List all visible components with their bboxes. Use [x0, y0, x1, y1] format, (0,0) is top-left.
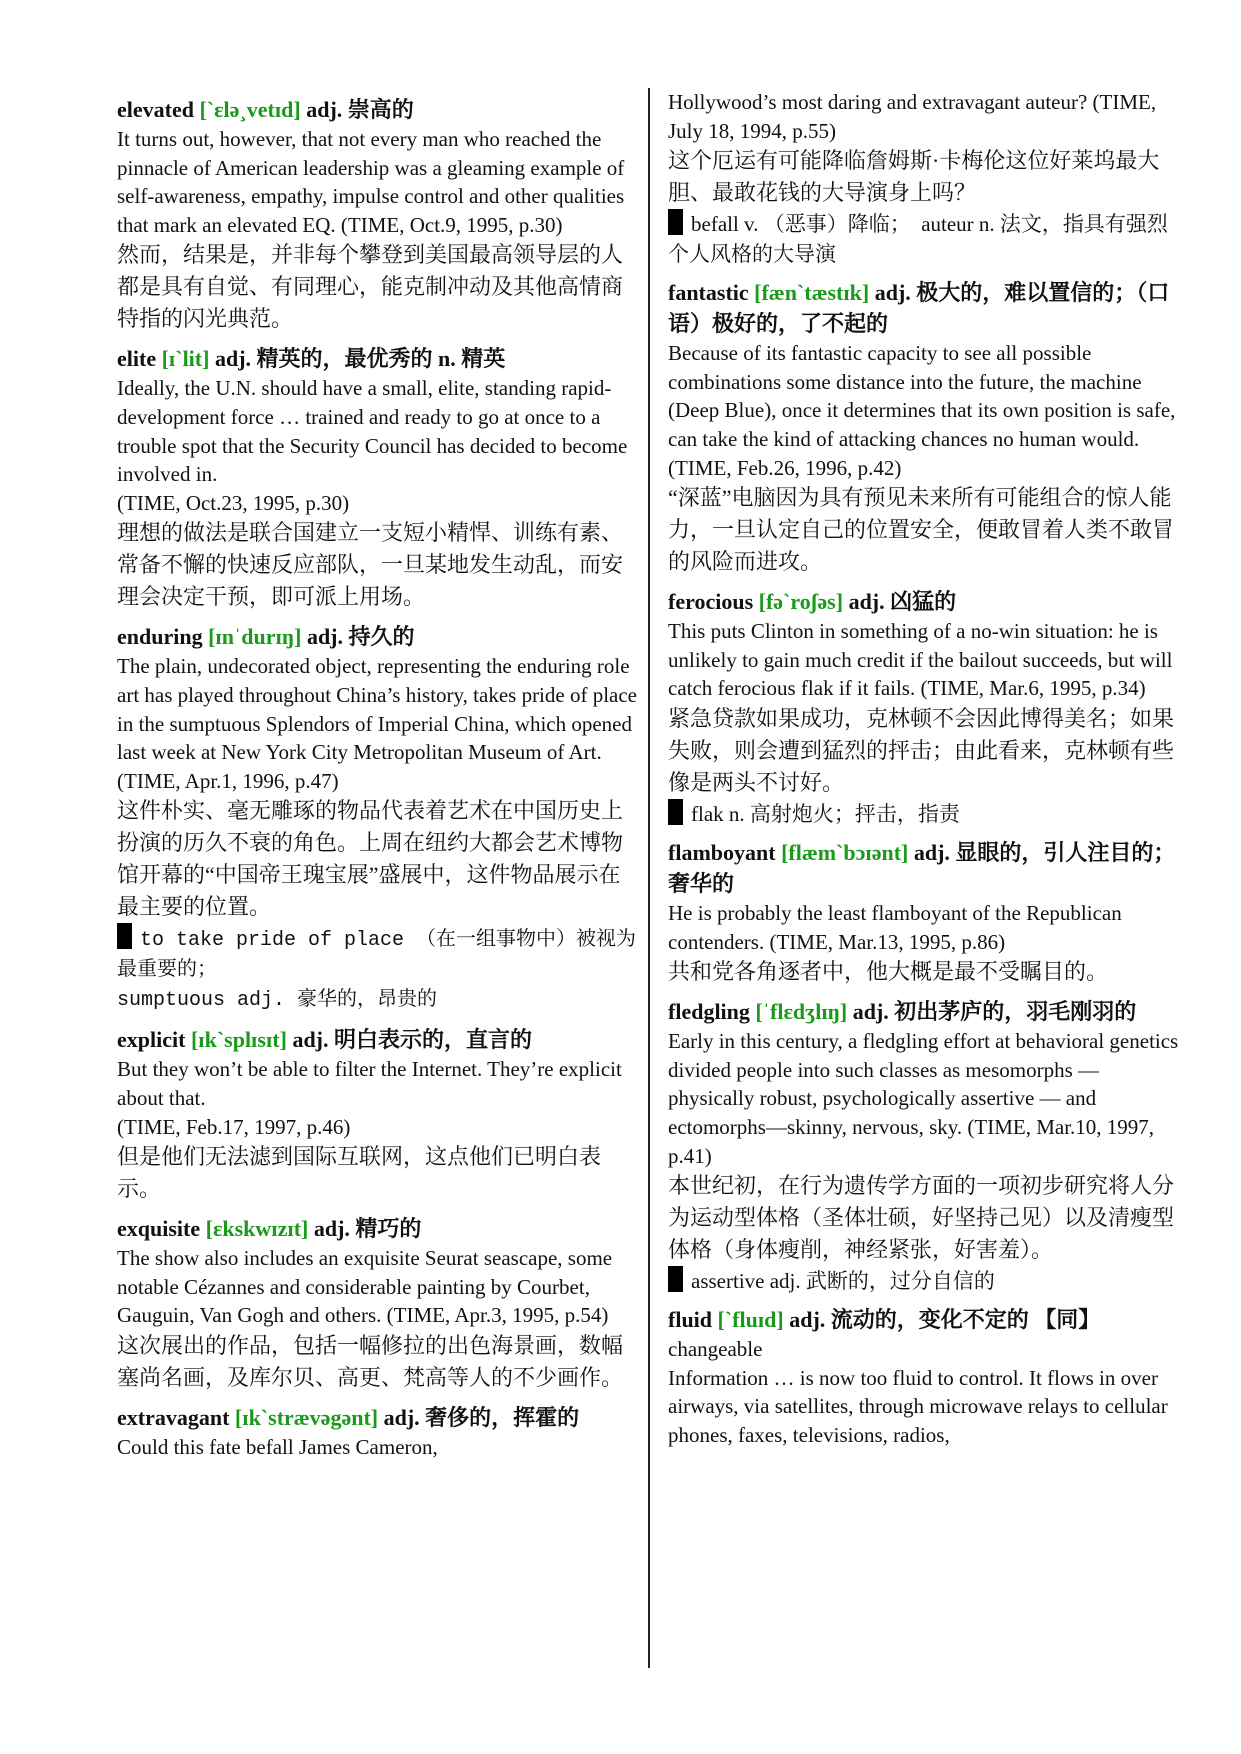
example-english: Hollywood’s most daring and extravagant auteur? (TIME, July 18, 1994, p.55)	[668, 90, 1157, 143]
vocab-note-text: sumptuous adj. 豪华的，昂贵的	[117, 989, 438, 1013]
part-of-speech: adj. 奢侈的，挥霍的	[383, 1404, 580, 1430]
example-chinese: 共和党各角逐者中，他大概是最不受瞩目的。	[668, 959, 1109, 985]
headword: elite	[117, 346, 157, 372]
headword: extravagant	[117, 1404, 230, 1430]
part-of-speech: adj. 明白表示的，直言的	[292, 1027, 532, 1053]
example-english: Early in this century, a fledgling effort at behavioral genetics divided people into such classes as mesomorphs — physically robust, psychologically assertive — and ectomorphs—skinny, nervous, sky. (TIME, Mar.10, 1997, p.41)	[668, 1029, 1179, 1168]
vocab-note	[117, 923, 637, 986]
entry-heading	[668, 586, 1188, 617]
part-of-speech: adj. 精巧的	[313, 1216, 422, 1242]
example-chinese: 但是他们无法滤到国际互联网，这点他们已明白表示。	[117, 1144, 602, 1202]
example-english: But they won’t be able to filter the Internet. They’re explicit about that.	[117, 1057, 622, 1110]
entry-heading	[117, 1402, 637, 1433]
entry-heading	[117, 1024, 637, 1055]
entry-heading	[668, 277, 1188, 339]
part-of-speech: adj. 极大的，难以置信的；（口语）极好的，了不起的	[668, 280, 1170, 337]
entry-heading	[117, 1213, 637, 1244]
column-divider	[648, 88, 650, 1668]
left-column	[117, 88, 637, 1461]
example-english: Could this fate befall James Cameron,	[117, 1434, 438, 1459]
entry-heading	[668, 1304, 1188, 1335]
example-english: This puts Clinton in something of a no-win situation: he is unlikely to gain much credit if the bailout succeeds, but will catch ferocious flak if it fails. (TIME, Mar.6, 1995, p.34)	[668, 619, 1173, 701]
vocab-note-text: to take pride of place （在一组事物中）被视为最重要的；	[117, 929, 637, 983]
headword: fledgling	[668, 999, 750, 1025]
part-of-speech: adj. 显眼的，引人注目的；奢华的	[668, 839, 1176, 896]
entry-heading	[117, 621, 637, 652]
pronunciation: [`ɛlə¸vetɪd]	[199, 97, 301, 122]
part-of-speech: adj. 精英的，最优秀的 n. 精英	[214, 346, 506, 372]
example-english: Information … is now too fluid to control. It flows in over airways, via satellites, through microwave relays to cellular phones, faxes, televisions, radios,	[668, 1365, 1168, 1447]
example-chinese: 这次展出的作品，包括一幅修拉的出色海景画，数幅塞尚名画，及库尔贝、高更、梵高等人的不少画作。	[117, 1332, 624, 1390]
example-chinese: 这个厄运有可能降临詹姆斯·卡梅伦这位好莱坞最大胆、最敢花钱的大导演身上吗？	[668, 148, 1160, 206]
pronunciation: [fænˋtæstɪk]	[754, 280, 870, 306]
headword: fantastic	[668, 280, 749, 306]
pronunciation: [ɛkskwɪzɪt]	[205, 1216, 309, 1242]
example-chinese: 这件朴实、毫无雕琢的物品代表着艺术在中国历史上扮演的历久不衰的角色。上周在纽约大都会艺术博物馆开幕的“中国帝王瑰宝展”盛展中，这件物品展示在最主要的位置。	[117, 798, 624, 920]
pronunciation: [ˋfluɪd]	[717, 1307, 784, 1333]
right-column	[668, 88, 1188, 1449]
part-of-speech: adj. 持久的	[306, 624, 415, 650]
example-english: He is probably the least flamboyant of the Republican contenders. (TIME, Mar.13, 1995, p.86)	[668, 900, 1122, 954]
headword: exquisite	[117, 1216, 201, 1242]
pronunciation: [fəˋroʃəs]	[758, 589, 844, 615]
headword: ferocious	[668, 589, 754, 615]
example-chinese: 本世纪初，在行为遗传学方面的一项初步研究将人分为运动型体格（圣体壮硕，好坚持己见）以及清瘦型体格（身体瘦削，神经紧张，好害羞）。	[668, 1173, 1175, 1263]
vocab-note	[668, 1266, 1188, 1296]
example-chinese: 然而，结果是，并非每个攀登到美国最高领导层的人都是具有自觉、有同理心，能克制冲动及其他高情商特指的闪光典范。	[117, 242, 624, 332]
entry-heading	[668, 996, 1188, 1027]
headword: explicit	[117, 1027, 186, 1053]
example-citation: (TIME, Oct.23, 1995, p.30)	[117, 490, 350, 515]
pronunciation: [ɪˋlit]	[161, 346, 210, 372]
headword: fluid	[668, 1307, 713, 1333]
pronunciation: [ɪnˈdurɪŋ]	[208, 624, 302, 650]
example-english: The plain, undecorated object, representing the enduring role art has played throughout China’s history, takes pride of place in the sumptuous Splendors of Imperial China, which opened last week at New York City Metropolitan Museum of Art. (TIME, Apr.1, 1996, p.47)	[117, 654, 638, 793]
example-english: The show also includes an exquisite Seurat seascape, some notable Cézannes and considerable painting by Courbet, Gauguin, Van Gogh and others. (TIME, Apr.3, 1995, p.54)	[117, 1246, 613, 1328]
headword: enduring	[117, 624, 203, 650]
vocab-note-text: befall v. （恶事）降临； auteur n. 法文，指具有强烈个人风格的大导演	[668, 212, 1168, 267]
example-chinese: “深蓝”电脑因为具有预见未来所有可能组合的惊人能力，一旦认定自己的位置安全，便敢冒着人类不敢冒的风险而进攻。	[668, 485, 1175, 575]
example-english: It turns out, however, that not every man who reached the pinnacle of American leadership was a gleaming example of self-awareness, empathy, impulse control and other qualities that mark an elevated EQ. (TIME, Oct.9, 1995, p.30)	[117, 127, 625, 237]
part-of-speech: adj. 初出茅庐的，羽毛刚羽的	[852, 999, 1137, 1025]
note-marker-icon	[668, 209, 683, 235]
vocab-note-text: assertive adj. 武断的，过分自信的	[691, 1269, 995, 1294]
example-english: Ideally, the U.N. should have a small, elite, standing rapid-development force … trained and ready to go at once to a trouble spot that the Security Council has decided to become involved in.	[117, 376, 628, 487]
synonym: changeable	[668, 1337, 763, 1362]
pronunciation: [ɪkˋstrævəgənt]	[234, 1404, 379, 1430]
note-marker-icon	[668, 1266, 683, 1292]
entry-heading	[117, 343, 637, 374]
headword: flamboyant	[668, 839, 776, 865]
vocab-note	[668, 799, 1188, 829]
headword: elevated	[117, 97, 194, 122]
note-marker-icon	[668, 799, 683, 825]
entry-heading	[668, 837, 1188, 899]
note-marker-icon	[117, 923, 132, 949]
part-of-speech: adj. 流动的，变化不定的 【同】	[789, 1307, 1101, 1333]
pronunciation: [flæmˋbɔɪənt]	[781, 839, 909, 865]
part-of-speech: adj. 崇高的	[306, 97, 414, 122]
vocab-note-text: flak n. 高射炮火；抨击，指责	[691, 801, 960, 826]
pronunciation: [ɪkˋsplɪsɪt]	[190, 1027, 287, 1053]
example-english: Because of its fantastic capacity to see all possible combinations some distance into the future, the machine (Deep Blue), once it determines that its own position is safe, can take the kind of attacking chances no human would. (TIME, Feb.26, 1996, p.42)	[668, 341, 1176, 480]
pronunciation: [ˈflɛdʒlɪŋ]	[755, 999, 848, 1025]
example-chinese: 理想的做法是联合国建立一支短小精悍、训练有素、常备不懈的快速反应部队，一旦某地发生动乱，而安理会决定干预，即可派上用场。	[117, 520, 624, 610]
example-citation: (TIME, Feb.17, 1997, p.46)	[117, 1114, 351, 1139]
example-chinese: 紧急贷款如果成功，克林顿不会因此博得美名；如果失败，则会遭到猛烈的抨击；由此看来，克林顿有些像是两头不讨好。	[668, 705, 1175, 795]
vocab-note	[668, 209, 1188, 269]
entry-heading	[117, 94, 637, 125]
part-of-speech: adj. 凶猛的	[848, 589, 957, 615]
